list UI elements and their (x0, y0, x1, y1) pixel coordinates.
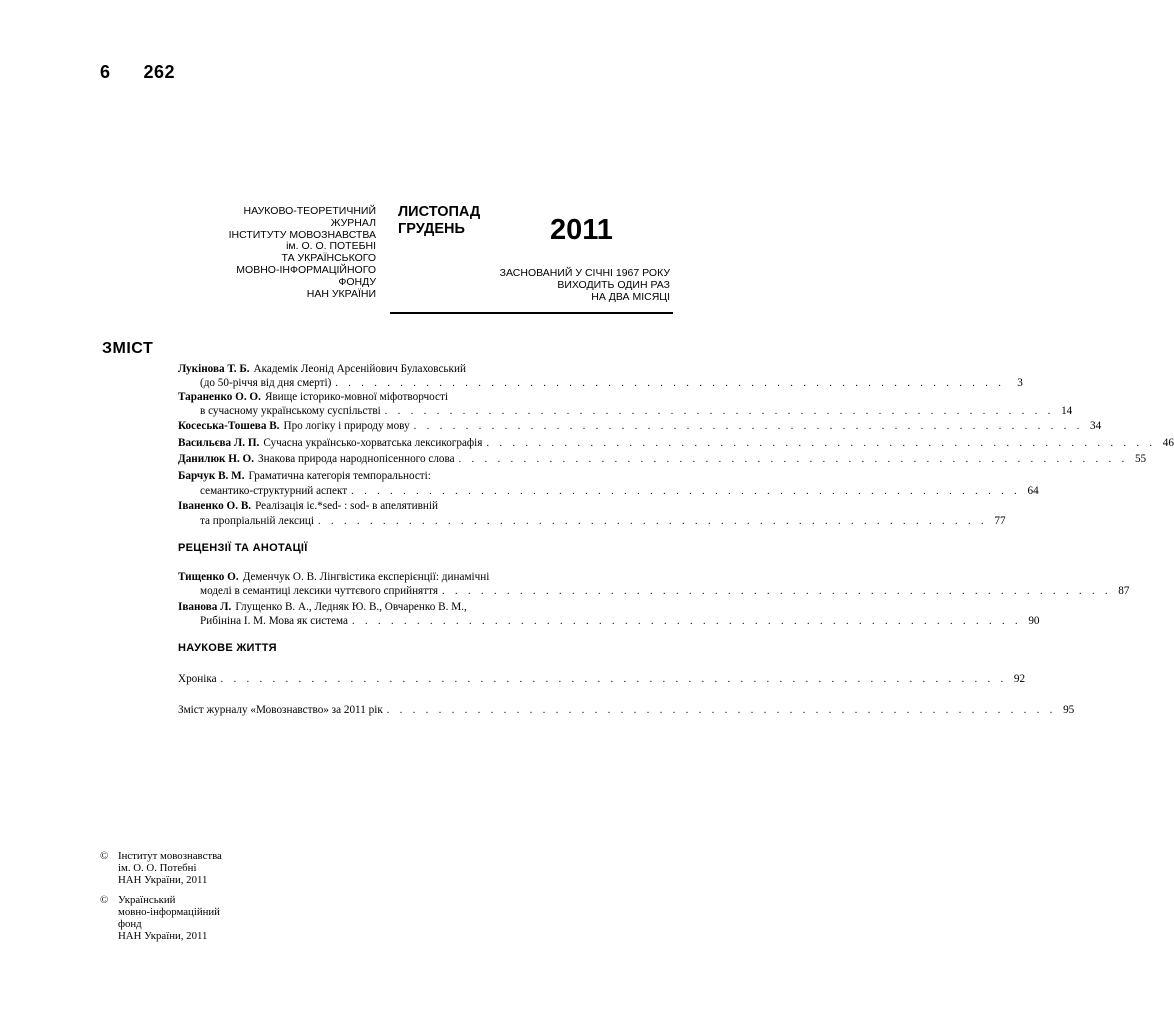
toc-author: Данилюк Н. О. (178, 453, 255, 465)
toc-author: Іванова Л. (178, 601, 232, 613)
toc-title: Академік Леонід Арсенійович Булаховський (253, 363, 466, 375)
toc-page: 55 (1134, 453, 1147, 465)
toc-title-cont: (до 50-річчя від дня смерті) (200, 377, 332, 389)
leader-dots: . . . . . . . . . . . . . . . . . . . . . . . . . . . . . . . . . . . . . . . . . . . . . . . . . . . . (352, 616, 1022, 627)
toc-entry[interactable] (178, 672, 1026, 686)
toc-entry[interactable] (178, 499, 668, 513)
leader-dots: . . . . . . . . . . . . . . . . . . . . . . . . . . . . . . . . . . . . . . . . . . . . . . . . . . . . (351, 486, 1021, 497)
copyright-icon: © (100, 850, 109, 862)
toc-page: 87 (1118, 585, 1130, 597)
month-name: ЛИСТОПАД (398, 204, 481, 220)
science-heading: НАУКОВЕ ЖИТТЯ (178, 642, 277, 654)
toc-author: Іваненко О. В. (178, 500, 252, 512)
toc-title: Явище історико-мовної міфотворчості (264, 391, 449, 403)
toc-page: 14 (1061, 405, 1073, 417)
toc-title-cont: Рибініна І. М. Мова як система (200, 615, 348, 627)
copyright-line: НАН України, 2011 (118, 874, 208, 886)
toc-page: 3 (1017, 377, 1023, 389)
toc-title: Глущенко В. А., Ледняк Ю. В., Овчаренко В. М., (235, 601, 467, 613)
toc-page: 92 (1013, 673, 1026, 685)
toc-entry-cont[interactable] (200, 514, 1006, 528)
toc-author: Тищенко О. (178, 571, 239, 583)
leader-dots: . . . . . . . . . . . . . . . . . . . . . . . . . . . . . . . . . . . . . . . . . . . . . . . . . . . . (441, 586, 1112, 597)
toc-title: Про логіку і природу мову (283, 420, 410, 432)
leader-dots: . . . . . . . . . . . . . . . . . . . . . . . . . . . . . . . . . . . . . . . . . . . . . . . . . . . . (384, 406, 1055, 417)
toc-entry[interactable] (178, 390, 668, 404)
toc-title-cont: моделі в семантиці лексики чуттєвого сприйняття (200, 585, 438, 597)
copyright-line: Український (118, 894, 176, 906)
header-divider (390, 312, 673, 314)
toc-entry-cont[interactable] (200, 614, 1040, 628)
journal-desc-line: НАУКОВО-ТЕОРЕТИЧНИЙ (243, 205, 376, 217)
toc-title-cont: семантико-структурний аспект (200, 485, 348, 497)
journal-desc-line: ФОНДУ (338, 275, 376, 288)
toc-entry[interactable] (178, 469, 668, 483)
copyright-icon: © (100, 894, 109, 906)
reviews-heading: РЕЦЕНЗІЇ ТА АНОТАЦІЇ (178, 542, 308, 554)
founded-line: НА ДВА МІСЯЦІ (591, 291, 670, 303)
copyright-line: ім. О. О. Потебні (118, 862, 197, 874)
toc-title: Реалізація іє.*sed- : sod- в апелятивній (255, 500, 438, 512)
toc-author: Косеська-Тошева В. (178, 420, 280, 432)
copyright-line: мовно-інформаційний (118, 906, 220, 918)
toc-title: Знакова природа народнопісенного слова (258, 453, 455, 465)
toc-title: Зміст журналу «Мовознавство» за 2011 рік (178, 704, 383, 716)
founded-line: ВИХОДИТЬ ОДИН РАЗ (557, 279, 670, 291)
leader-dots: . . . . . . . . . . . . . . . . . . . . . . . . . . . . . . . . . . . . . . . . . . . . . . . . . . . . (386, 705, 1057, 716)
issue-year: 2011 (550, 214, 613, 246)
toc-title-cont: в сучасному українському суспільстві (200, 405, 381, 417)
journal-description (188, 206, 376, 300)
toc-page: 46 (1162, 437, 1174, 449)
toc-entry[interactable] (178, 452, 1147, 466)
month-name: ГРУДЕНЬ (398, 221, 465, 237)
leader-dots: . . . . . . . . . . . . . . . . . . . . . . . . . . . . . . . . . . . . . . . . . . . . . . . . . . . . (335, 378, 1005, 389)
journal-desc-line: МОВНО-ІНФОРМАЦІЙНОГО (236, 263, 376, 276)
toc-page: 34 (1090, 420, 1102, 432)
toc-entry-cont[interactable] (200, 584, 1130, 598)
leader-dots: . . . . . . . . . . . . . . . . . . . . . . . . . . . . . . . . . . . . . . . . . . . . . . . . . . . . . . . . . . . . . (220, 674, 1008, 685)
leader-dots: . . . . . . . . . . . . . . . . . . . . . . . . . . . . . . . . . . . . . . . . . . . . . . . . . . . . (318, 516, 988, 527)
journal-desc-line: ім. О. О. ПОТЕБНІ (286, 240, 376, 253)
toc-entry[interactable] (178, 436, 1174, 450)
toc-title: Сучасна українсько-хорватська лексикографія (263, 437, 483, 449)
copyright-line: фонд (118, 918, 142, 930)
toc-author: Васильєва Л. П. (178, 437, 260, 449)
toc-title: Деменчук О. В. Лінгвістика експерієнції: динамічні (242, 571, 490, 583)
toc-title: Граматична категорія темпоральності: (248, 470, 431, 482)
toc-author: Лукінова Т. Б. (178, 363, 250, 375)
founded-info (450, 267, 670, 303)
leader-dots: . . . . . . . . . . . . . . . . . . . . . . . . . . . . . . . . . . . . . . . . . . . . . . . . . . . . (486, 438, 1156, 449)
copyright-line: НАН України, 2011 (118, 930, 208, 942)
toc-entry-cont[interactable] (200, 484, 1039, 498)
toc-entry-cont[interactable] (200, 404, 1073, 418)
toc-author: Тараненко О. О. (178, 391, 261, 403)
issue-months (398, 204, 480, 238)
toc-author: Барчук В. М. (178, 470, 245, 482)
leader-dots: . . . . . . . . . . . . . . . . . . . . . . . . . . . . . . . . . . . . . . . . . . . . . . . . . . . . (458, 454, 1129, 465)
toc-entry-cont[interactable] (200, 376, 1023, 390)
toc-heading: ЗМІСТ (102, 340, 154, 357)
leader-dots: . . . . . . . . . . . . . . . . . . . . . . . . . . . . . . . . . . . . . . . . . . . . . . . . . . . . (413, 421, 1084, 432)
journal-desc-line: ТА УКРАЇНСЬКОГО (281, 252, 376, 265)
copyright-institute (100, 850, 222, 886)
toc-page: 64 (1027, 485, 1039, 497)
toc-entry[interactable] (178, 703, 1075, 717)
toc-title-cont: та пропріальній лексиці (200, 515, 315, 527)
journal-desc-line: ІНСТИТУТУ МОВОЗНАВСТВА (228, 228, 376, 241)
toc-page: 90 (1028, 615, 1040, 627)
journal-desc-line: НАН УКРАЇНИ (306, 287, 376, 300)
journal-desc-line: ЖУРНАЛ (330, 216, 376, 229)
toc-title: Хроніка (178, 673, 217, 685)
toc-page: 77 (994, 515, 1006, 527)
copyright-line: Інститут мовознавства (118, 850, 222, 862)
toc-entry[interactable] (178, 362, 668, 376)
toc-entry[interactable] (178, 600, 668, 614)
toc-page: 95 (1063, 704, 1075, 716)
issue-number: 6 262 (100, 62, 176, 82)
toc-entry[interactable] (178, 419, 1102, 433)
copyright-fund (100, 894, 220, 942)
toc-entry[interactable] (178, 570, 668, 584)
founded-line: ЗАСНОВАНИЙ У СІЧНІ 1967 РОКУ (499, 267, 670, 279)
